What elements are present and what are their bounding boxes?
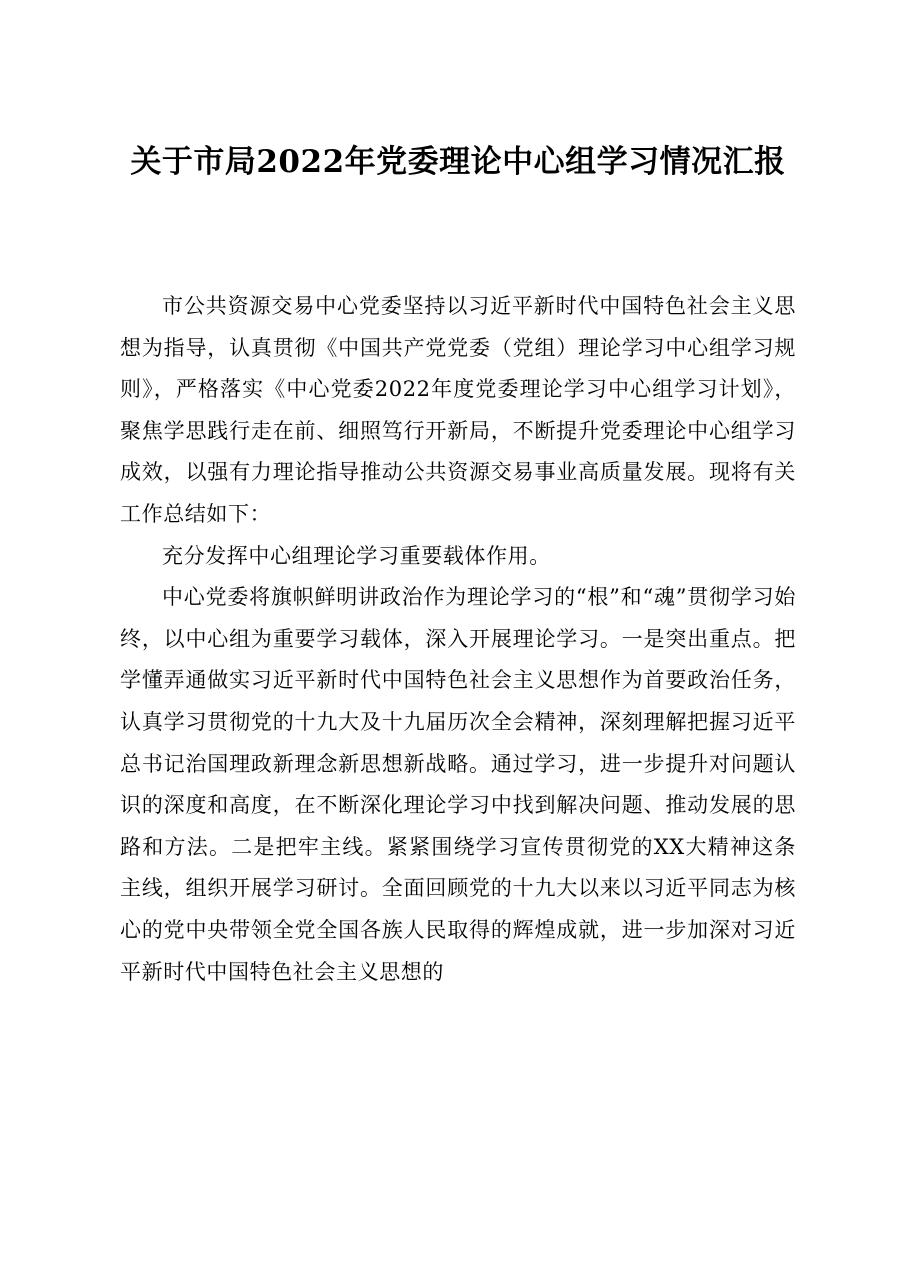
document-body [120, 286, 796, 993]
paragraph-section-heading: 充分发挥中心组理论学习重要载体作用。 [162, 543, 551, 568]
document-title: 关于市局2022年党委理论中心组学习情况汇报 [130, 144, 786, 180]
paragraph-intro: 市公共资源交易中心党委坚持以习近平新时代中国特色社会主义思想为指导，认真贯彻《中国共产党党委（党组）理论学习中心组学习规则》，严格落实《中心党委2022年度党委理论学习中心组学习计划》，聚焦学思践行走在前、细照笃行开新局，不断提升党委理论中心组学习成效，以强有力理论指导推动公共资源交易事业高质量发展。现将有关工作总结如下： [120, 294, 796, 526]
paragraph-study-content: 中心党委将旗帜鲜明讲政治作为理论学习的“根”和“魂”贯彻学习始终，以中心组为重要学习载体，深入开展理论学习。一是突出重点。把学懂弄通做实习近平新时代中国特色社会主义思想作为首要政治任务，认真学习贯彻党的十九大及十九届历次全会精神，深刻理解把握习近平总书记治国理政新理念新思想新战略。通过学习，进一步提升对问题认识的深度和高度，在不断深化理论学习中找到解决问题、推动发展的思路和方法。二是把牢主线。紧紧围绕学习宣传贯彻党的XX大精神这条主线，组织开展学习研讨。全面回顾党的十九大以来以习近平同志为核心的党中央带领全党全国各族人民取得的辉煌成就，进一步加深对习近平新时代中国特色社会主义思想的 [120, 585, 796, 984]
